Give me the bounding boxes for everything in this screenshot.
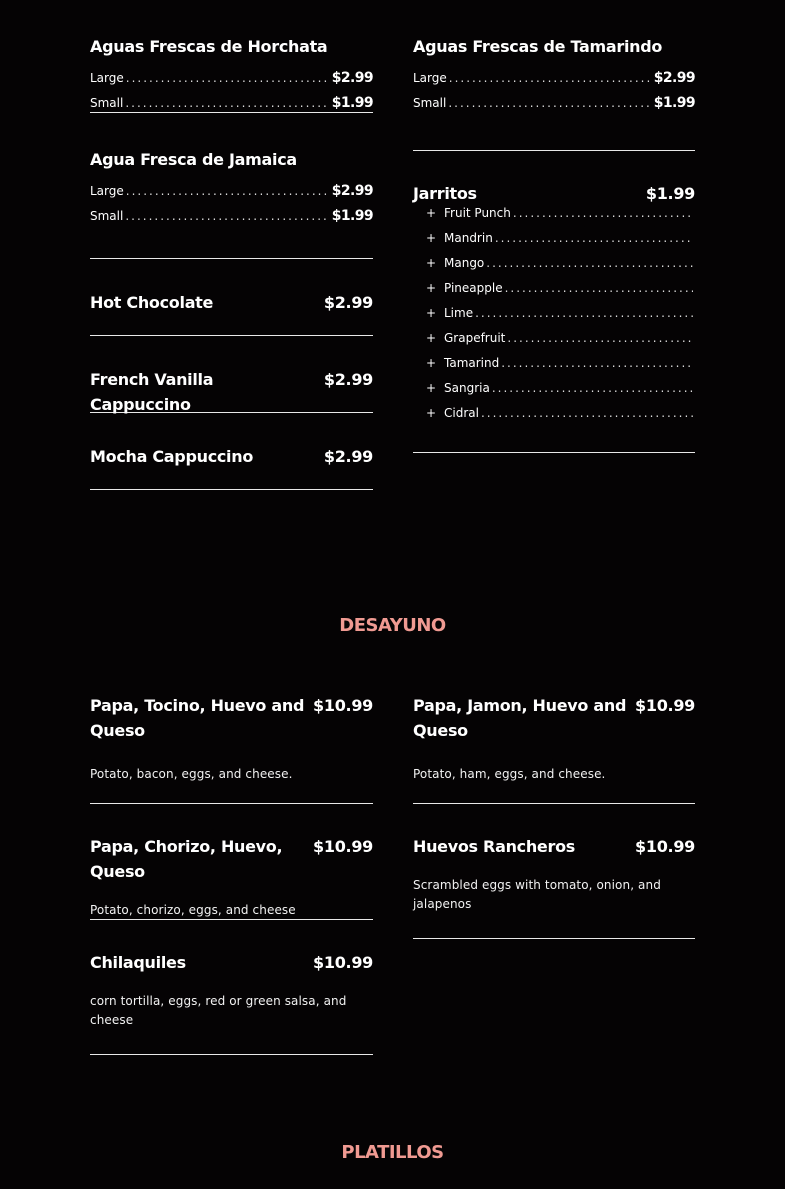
- plus-icon: +: [426, 406, 437, 420]
- size-label: Small: [90, 209, 124, 223]
- flavor-row: [413, 281, 695, 306]
- menu-item-jarritos: [413, 151, 695, 453]
- item-name: Papa, Tocino, Huevo and Queso: [90, 696, 305, 740]
- plus-icon: +: [426, 281, 437, 295]
- flavor-row: [413, 206, 695, 231]
- dot-leader: [486, 256, 693, 270]
- plus-icon: +: [426, 306, 437, 320]
- menu-item-tamarindo: [413, 0, 695, 151]
- menu-item-jamaica: [90, 113, 373, 259]
- plus-icon: +: [426, 331, 437, 345]
- flavor-label: Lime: [444, 306, 474, 320]
- flavor-label: Grapefruit: [444, 331, 506, 345]
- flavor-label: Sangria: [444, 381, 490, 395]
- flavor-label: Fruit Punch: [444, 206, 511, 220]
- size-row-large: [90, 70, 373, 95]
- item-name: Chilaquiles: [90, 953, 186, 972]
- menu-item-hot-chocolate: [90, 259, 373, 336]
- item-name: Huevos Rancheros: [413, 837, 575, 856]
- desayuno-left-column: [90, 688, 373, 1055]
- plus-icon: +: [426, 256, 437, 270]
- size-label: Small: [90, 96, 124, 110]
- item-price: $1.99: [645, 184, 695, 203]
- size-label: Large: [90, 71, 124, 85]
- dot-leader: [513, 206, 693, 220]
- item-name: Mocha Cappuccino: [90, 447, 254, 466]
- desayuno-right-column: [413, 688, 695, 939]
- size-row-small: [413, 95, 695, 120]
- dot-leader: [507, 331, 693, 345]
- flavor-label: Pineapple: [444, 281, 503, 295]
- item-price: $10.99: [313, 837, 373, 856]
- dot-leader: [126, 71, 330, 85]
- flavor-row: [413, 231, 695, 256]
- dot-leader: [495, 231, 693, 245]
- flavor-row: [413, 356, 695, 381]
- item-price: $2.99: [323, 447, 373, 466]
- flavor-row: [413, 406, 695, 431]
- dot-leader: [492, 381, 693, 395]
- size-list: [90, 183, 373, 233]
- size-row-large: [90, 183, 373, 208]
- menu-item-huevos-rancheros: [413, 804, 695, 939]
- size-price: $2.99: [331, 70, 373, 86]
- item-name: Aguas Frescas de Tamarindo: [413, 37, 663, 56]
- menu-item-horchata: [90, 0, 373, 113]
- dot-leader: [126, 184, 330, 198]
- menu-item-mocha: [90, 413, 373, 490]
- item-price: $10.99: [635, 837, 695, 856]
- size-price: $1.99: [653, 95, 695, 111]
- item-name: French Vanilla Cappuccino: [90, 370, 214, 414]
- size-price: $2.99: [331, 183, 373, 199]
- size-label: Small: [413, 96, 447, 110]
- item-price: $10.99: [635, 696, 695, 715]
- item-description: Potato, chorizo, eggs, and cheese: [90, 903, 296, 917]
- item-description: Scrambled eggs with tomato, onion, and jalapenos: [413, 878, 661, 911]
- size-price: $1.99: [331, 208, 373, 224]
- menu-item-french-vanilla: [90, 336, 373, 413]
- menu-item-papa-jamon: [413, 688, 695, 804]
- item-description: Potato, bacon, eggs, and cheese.: [90, 767, 293, 781]
- flavor-row: [413, 256, 695, 281]
- dot-leader: [475, 306, 693, 320]
- item-name: Agua Fresca de Jamaica: [90, 150, 297, 169]
- dot-leader: [481, 406, 693, 420]
- section-title-platillos: PLATILLOS: [341, 1142, 444, 1163]
- plus-icon: +: [426, 356, 437, 370]
- size-label: Large: [90, 184, 124, 198]
- item-price: $2.99: [323, 293, 373, 312]
- menu-item-papa-chorizo: [90, 804, 373, 920]
- dot-leader: [449, 71, 652, 85]
- size-price: $2.99: [653, 70, 695, 86]
- item-price: $10.99: [313, 953, 373, 972]
- plus-icon: +: [426, 206, 437, 220]
- dot-leader: [505, 281, 693, 295]
- size-row-large: [413, 70, 695, 95]
- flavor-row: [413, 331, 695, 356]
- drinks-left-column: [90, 0, 373, 490]
- flavor-label: Cidral: [444, 406, 479, 420]
- drinks-right-column: [413, 0, 695, 453]
- size-price: $1.99: [331, 95, 373, 111]
- item-price: $2.99: [323, 370, 373, 389]
- flavor-row: [413, 381, 695, 406]
- item-name: Papa, Jamon, Huevo and Queso: [413, 696, 627, 740]
- dot-leader: [125, 96, 329, 110]
- menu-item-chilaquiles: [90, 920, 373, 1055]
- flavor-label: Mandrin: [444, 231, 493, 245]
- flavor-row: [413, 306, 695, 331]
- flavor-label: Tamarind: [444, 356, 500, 370]
- dot-leader: [448, 96, 651, 110]
- flavor-list: [413, 206, 695, 431]
- item-name: Aguas Frescas de Horchata: [90, 37, 328, 56]
- plus-icon: +: [426, 231, 437, 245]
- dot-leader: [501, 356, 693, 370]
- size-row-small: [90, 208, 373, 233]
- size-list: [413, 70, 695, 120]
- item-description: corn tortilla, eggs, red or green salsa, and cheese: [90, 994, 347, 1027]
- size-label: Large: [413, 71, 447, 85]
- menu-item-papa-tocino: [90, 688, 373, 804]
- section-title-desayuno: DESAYUNO: [339, 615, 446, 636]
- plus-icon: +: [426, 381, 437, 395]
- item-description: Potato, ham, eggs, and cheese.: [413, 767, 606, 781]
- item-name: Papa, Chorizo, Huevo, Queso: [90, 837, 283, 881]
- dot-leader: [125, 209, 329, 223]
- item-price: $10.99: [313, 696, 373, 715]
- item-name: Hot Chocolate: [90, 293, 214, 312]
- flavor-label: Mango: [444, 256, 485, 270]
- item-name: Jarritos: [413, 184, 477, 203]
